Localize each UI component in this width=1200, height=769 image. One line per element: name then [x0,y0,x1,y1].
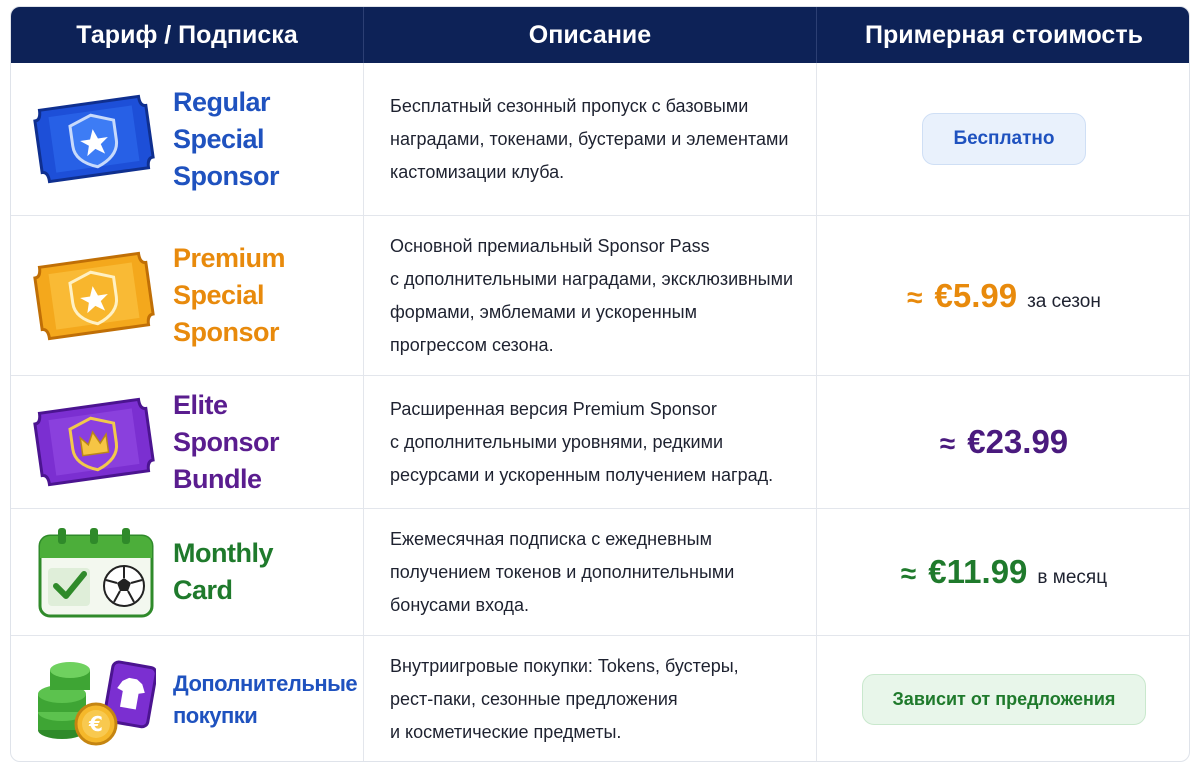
table-row-monthly [11,509,1190,636]
description-monthly: Ежемесячная подписка с ежедневным получением токенов и дополнительными бонусами входа. [390,528,735,615]
price-badge-depends: Зависит от предложения [862,674,1147,725]
gold-ticket-star-shield-icon [29,241,159,351]
purple-ticket-crown-shield-icon [29,387,159,497]
description-elite: Расширенная версия Premium Sponsor с дополнительными уровнями, редкими ресурсами и ускоренным получением наград. [390,398,774,485]
tier-name-monthly: Monthly Card [173,538,273,605]
pricing-table [10,6,1190,762]
tier-name-extra: Дополнительные покупки [173,670,358,728]
description-regular: Бесплатный сезонный пропуск с базовыми наградами, токенами, бустерами и элементами кастомизации клуба. [390,95,789,182]
header-description: Описание [364,7,817,63]
tier-name-regular: Regular Special Sponsor [173,86,280,191]
table-row-elite [11,376,1190,509]
blue-ticket-star-shield-icon [29,84,159,194]
header-tier: Тариф / Подписка [11,7,364,63]
table-row-regular [11,63,1190,216]
tier-name-premium: Premium Special Sponsor [173,243,286,347]
description-premium: Основной премиальный Sponsor Pass с дополнительными наградами, эксклюзивными формами, эмблемами и ускоренным прогрессом сезона. [390,235,794,355]
svg-text:€: € [89,711,103,736]
coins-and-shirt-card-icon [29,645,159,755]
tier-name-elite: Elite Sponsor Bundle [173,389,280,494]
price-premium: ≈ €5.99 за сезон [907,276,1101,314]
price-elite: ≈ €23.99 [939,423,1069,460]
price-monthly: ≈ €11.99 в месяц [900,553,1108,590]
table-row-premium [11,216,1190,376]
description-extra: Внутриигровые покупки: Tokens, бустеры, рест-паки, сезонные предложения и косметические предметы. [390,656,739,742]
calendar-soccer-ball-icon [29,517,159,627]
table-header [11,7,1190,63]
header-price: Примерная стоимость [865,20,1143,49]
table-row-extra [11,636,1190,762]
price-badge-free: Бесплатно [922,113,1085,165]
